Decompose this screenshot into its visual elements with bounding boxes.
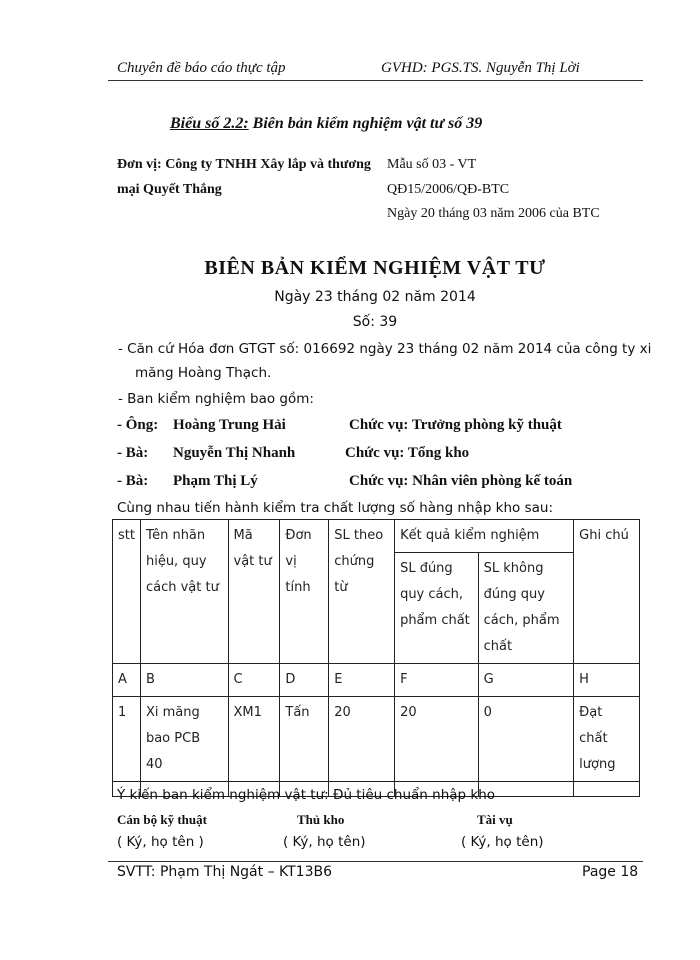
member-name: Hoàng Trung Hải xyxy=(173,417,286,433)
member-name: Nguyễn Thị Nhanh xyxy=(173,445,296,461)
header-doc-qty xyxy=(329,520,395,664)
header-text: Mã xyxy=(233,528,253,543)
header-item-name xyxy=(140,520,228,664)
footer-rule xyxy=(108,861,643,862)
column-code: H xyxy=(574,664,640,697)
cell-note xyxy=(574,697,640,782)
signature-note: ( Ký, họ tên) xyxy=(283,834,366,850)
form-caption-label: Biểu số 2.2: xyxy=(170,115,249,132)
header-text: cách, phẩm xyxy=(483,613,560,628)
cell-qty-compliant: 20 xyxy=(395,697,479,782)
cell-text: Đạt xyxy=(579,705,603,720)
member-prefix: - Bà: xyxy=(117,445,149,461)
document-date: Ngày 23 tháng 02 năm 2014 xyxy=(274,289,476,305)
cell-text: chất xyxy=(579,731,608,746)
cell-stt: 1 xyxy=(113,697,141,782)
header-text: cách vật tư xyxy=(145,580,219,595)
cell-doc-qty: 20 xyxy=(329,697,395,782)
header-qty-compliant xyxy=(395,553,479,664)
member-prefix: - Ông: xyxy=(117,417,159,433)
header-text: Đơn xyxy=(285,528,312,543)
header-unit xyxy=(280,520,329,664)
cell-text: lượng xyxy=(579,757,616,772)
signature-note: ( Ký, họ tên) xyxy=(461,834,544,850)
member-name: Phạm Thị Lý xyxy=(173,473,258,489)
form-caption xyxy=(170,115,482,133)
member-role: Chức vụ: Tổng kho xyxy=(345,445,470,461)
column-code: E xyxy=(329,664,395,697)
header-text: hiệu, quy xyxy=(145,554,207,569)
member-role: Chức vụ: Nhân viên phòng kế toán xyxy=(349,473,573,489)
cell-unit: Tấn xyxy=(280,697,329,782)
header-rule xyxy=(108,80,643,81)
opinion xyxy=(117,787,495,803)
header-supervisor: GVHD: PGS.TS. Nguyễn Thị Lời xyxy=(381,60,580,76)
column-code: G xyxy=(478,664,574,697)
signature-title: Thủ kho xyxy=(297,812,345,827)
basis-line-1: - Căn cứ Hóa đơn GTGT số: 016692 ngày 23 tháng 02 năm 2014 của công ty xi xyxy=(118,341,652,357)
header-text: SL theo xyxy=(334,528,384,543)
footer-student: SVTT: Phạm Thị Ngát – KT13B6 xyxy=(117,864,332,880)
inspection-intro: Cùng nhau tiến hành kiểm tra chất lượng số hàng nhập kho sau: xyxy=(117,500,554,516)
cell-text: Xi măng xyxy=(145,705,200,720)
header-text: vị xyxy=(285,554,297,569)
unit-line-1: Đơn vị: Công ty TNHH Xây lắp và thương xyxy=(117,157,371,172)
header-stt: stt xyxy=(113,520,141,664)
cell-item-name xyxy=(140,697,228,782)
basis-line-2: măng Hoàng Thạch. xyxy=(135,365,272,381)
header-text: SL không xyxy=(483,561,544,576)
column-code: D xyxy=(280,664,329,697)
column-code: F xyxy=(395,664,479,697)
column-code: B xyxy=(140,664,228,697)
committee-intro: - Ban kiểm nghiệm bao gồm: xyxy=(118,391,314,407)
form-caption-text: Biên bản kiểm nghiệm vật tư số 39 xyxy=(248,115,483,132)
header-text: Tên nhãn xyxy=(145,528,206,543)
table-header-row xyxy=(113,520,640,553)
header-text: phẩm chất xyxy=(400,613,470,628)
document-title: BIÊN BẢN KIỂM NGHIỆM VẬT TƯ xyxy=(204,257,546,279)
member-role: Chức vụ: Trưởng phòng kỹ thuật xyxy=(349,417,562,433)
header-text: vật tư xyxy=(233,554,272,569)
header-text: tính xyxy=(285,580,311,595)
header-text: đúng quy xyxy=(483,587,545,602)
cell-text: bao PCB xyxy=(145,731,201,746)
column-code: A xyxy=(113,664,141,697)
form-ref-number: Mẫu số 03 - VT xyxy=(387,157,477,172)
header-item-code xyxy=(228,520,280,664)
unit-line-2: mại Quyết Thắng xyxy=(117,182,222,197)
header-text: chứng từ xyxy=(334,554,375,595)
form-ref-decision: QĐ15/2006/QĐ-BTC xyxy=(387,182,510,197)
opinion-label: Ý kiến ban kiểm nghiệm vật tư: xyxy=(117,787,333,803)
header-qty-noncompliant xyxy=(478,553,574,664)
form-ref-date: Ngày 20 tháng 03 năm 2006 của BTC xyxy=(387,206,600,221)
header-text: chất xyxy=(483,639,513,654)
document-number: Số: 39 xyxy=(352,314,398,330)
member-prefix: - Bà: xyxy=(117,473,149,489)
signature-title: Cán bộ kỹ thuật xyxy=(117,812,207,827)
inspection-table xyxy=(112,519,640,797)
cell-text: 40 xyxy=(145,757,163,772)
signature-note: ( Ký, họ tên ) xyxy=(117,834,204,850)
table-row xyxy=(113,697,640,782)
table-code-row xyxy=(113,664,640,697)
header-text: quy cách, xyxy=(400,587,464,602)
cell-item-code: XM1 xyxy=(228,697,280,782)
footer-page-number: Page 18 xyxy=(582,864,639,880)
column-code: C xyxy=(228,664,280,697)
header-inspection-result: Kết quả kiểm nghiệm xyxy=(395,520,574,553)
signature-title: Tài vụ xyxy=(477,812,513,827)
header-course-title: Chuyên đề báo cáo thực tập xyxy=(117,60,286,76)
opinion-value: Đủ tiêu chuẩn nhập kho xyxy=(332,787,496,803)
header-text: SL đúng xyxy=(400,561,453,576)
header-note: Ghi chú xyxy=(574,520,640,664)
cell-qty-noncompliant: 0 xyxy=(478,697,574,782)
